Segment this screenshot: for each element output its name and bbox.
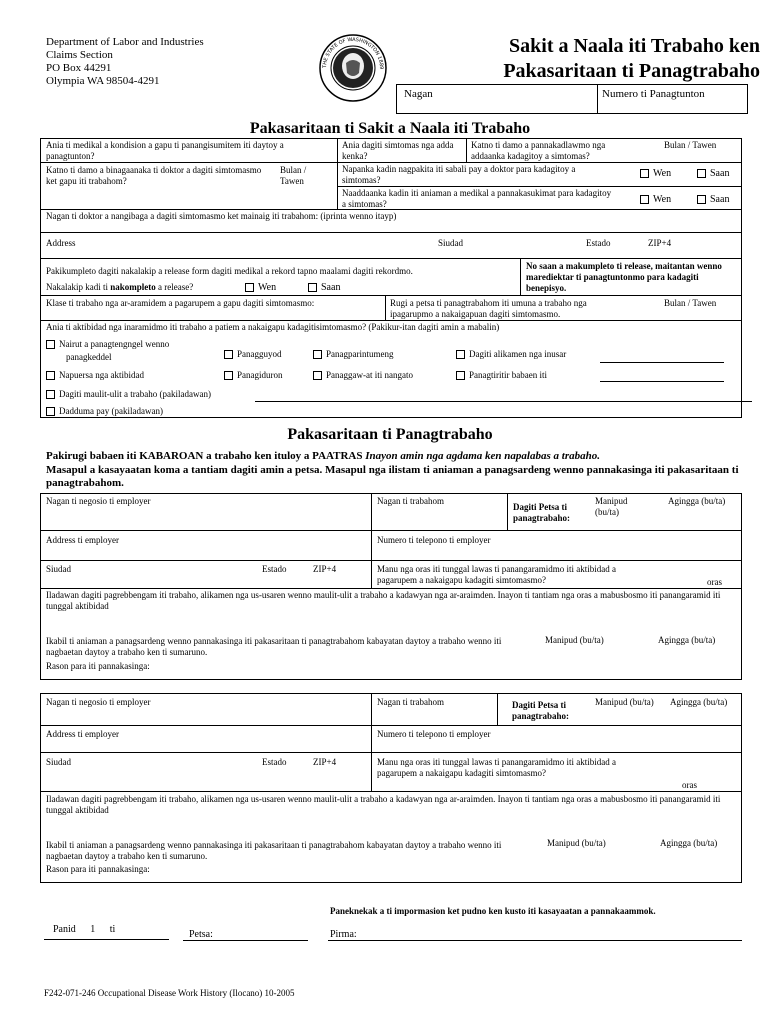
doctor-state-label: Estado [586,238,611,248]
activity-label: Nairut a panagtengngel wenno [59,339,170,349]
employer-2-city-label: Siudad [46,757,72,767]
activity-label: Panagguyod [237,349,282,359]
claim-number-label: Numero ti Panagtunton [602,88,705,100]
form-identifier: F242-071-246 Occupational Disease Work History (Ilocano) 10-2005 [44,988,295,998]
employer-2-dates-label [512,700,569,722]
employer-2-reason-label: Rason para iti pannakasinga: [46,864,150,874]
employer-1-state-label: Estado [262,564,287,574]
employer-1-hours-question: Manu nga oras iti tunggal lawas ti panangaramidmo iti aktibidad a pagarupem a nakaigapu kadagiti simtomasmo? [377,564,616,585]
date-field[interactable] [220,926,306,939]
name-label: Nagan [404,88,433,100]
checkbox-icon [640,195,649,204]
month-year-label-2: Bulan / Tawen [664,298,717,308]
activity-label: Dagiti alikamen nga inusar [469,349,567,359]
checkbox-icon [697,169,706,178]
checkbox-icon [245,283,254,292]
activity-label: Napuersa nga aktibidad [59,370,144,380]
first-noticed-question: Katno ti damo a pannakadlawmo nga addaanka kadagitoy a simtomas? [471,140,606,161]
employer-2-phone-label: Numero ti telepono ti employer [377,729,491,739]
other-doctor-no[interactable] [697,168,729,180]
activity-label: Panagiduron [237,370,283,380]
activity-label: Panaggaw-at iti nangato [326,370,413,380]
no-label: Saan [321,282,341,293]
date-began-question: Rugi a petsa ti panagtrabahom iti umuna a trabaho nga ipagarupmo a nakaigapuan dagiti simtomasmo. [390,298,587,319]
month-year-label: Bulan / Tawen [664,140,717,150]
checkbox-icon [456,350,465,359]
employer-1-reason-label: Rason para iti pannakasinga: [46,661,150,671]
month-year-short: (bu/ta) [595,507,619,517]
release-bold: nakompleto [110,282,156,292]
medical-condition-question: Ania ti medikal a kondision a gapu ti panangisumitem iti daytoy a panagtunton? [46,140,284,161]
checkbox-icon [640,169,649,178]
release-no[interactable] [308,282,340,294]
employer-1-hours-label: oras [707,577,722,587]
yes-label: Wen [653,194,672,205]
no-label: Saan [710,168,730,179]
activity-other[interactable] [46,406,163,417]
checkbox-icon [456,371,465,380]
checkbox-icon [224,350,233,359]
dates-line1: Dagiti Petsa ti [512,700,566,710]
employer-2-address-label: Address ti employer [46,729,119,739]
symptoms-question: Ania dagiti simtomas nga adda kenka? [342,140,454,161]
employer-1-phone-label: Numero ti telepono ti employer [377,535,491,545]
month-label: Bulan / [280,165,307,175]
activity-label: Panagtiritir babaen iti [469,370,547,380]
agency-address [46,36,204,88]
checkbox-icon [313,371,322,380]
form-title-line1: Sakit a Naala iti Trabaho ken [509,35,760,57]
activity-label: Dadduma pay (pakiladawan) [59,406,163,416]
checkbox-icon [46,371,55,380]
yes-label: Wen [653,168,672,179]
signature-field[interactable] [365,924,740,939]
release-prefix: Nakalakip kadi ti [46,282,111,292]
doctor-name-question: Nagan ti doktor a nangibaga a dagiti simtomasmo ket mainaig iti trabahom: (iprinta wenno itayp) [46,211,397,221]
claim-number-field[interactable] [600,100,744,112]
employer-2-state-label: Estado [262,757,287,767]
page-num: 1 [90,924,96,935]
employer-2-name-label: Nagan ti negosio ti employer [46,697,151,707]
month-year-stacked [280,165,306,187]
other-doctor-yes[interactable] [640,168,671,180]
address-line: Olympia WA 98504-4291 [46,75,160,87]
section2-title: Pakasaritaan ti Panagtrabaho [287,426,493,443]
checkbox-icon [46,390,55,399]
dates-line2: panagtrabaho: [513,513,571,523]
activity-repetitive[interactable] [46,389,211,400]
employer-1-from-label [595,496,628,518]
address-line: Department of Labor and Industries [46,36,204,48]
release-warning: No saan a makumpleto ti release, maitantan wenno marediektar ti panagtuntonmo para kadagiti benepisyo. [526,261,722,293]
employer-2-to-label: Agingga (bu/ta) [670,697,728,707]
employer-1-to-label: Agingga (bu/ta) [668,496,726,506]
checkbox-icon [697,195,706,204]
employer-1-address-label: Address ti employer [46,535,119,545]
employer-1-zip-label: ZIP+4 [313,564,337,574]
yes-label: Wen [258,282,277,293]
employer-2-from-label: Manipud (bu/ta) [595,697,654,707]
release-question [46,282,193,293]
section1-title: Pakasaritaan ti Sakit a Naala iti Trabaho [249,120,531,137]
employer-2-hours-label: oras [682,780,697,790]
activity-label: Dagiti maulit-ulit a trabaho (pakiladawan) [59,389,211,399]
medical-care-yes[interactable] [640,194,671,206]
activities-question: Ania ti aktibidad nga inaramidmo iti trabaho a patiem a nakaigapu kadagitisimtomasmo? (Pakikur-itan dagiti amin a mabalin) [46,322,500,332]
address-line: Claims Section [46,49,113,61]
address-line: PO Box 44291 [46,62,112,74]
employer-2-gap-from: Manipud (bu/ta) [547,838,606,848]
release-suffix: a release? [155,282,194,292]
employer-1-dates-label [513,502,570,524]
activity-tools-used[interactable] [456,349,566,360]
checkbox-icon [308,283,317,292]
activity-kneeling[interactable] [313,349,393,360]
state-seal [318,33,388,103]
work-history-instructions [46,450,746,463]
release-yes[interactable] [245,282,276,294]
page-number [53,924,115,936]
activity-forceful[interactable] [46,370,144,381]
employer-1-job-title-label: Nagan ti trabahom [377,496,444,506]
employer-2-zip-label: ZIP+4 [313,757,337,767]
activity-reaching-overhead[interactable] [313,370,413,381]
from-label: Manipud [595,496,628,506]
employer-2-duties-label: Iladawan dagiti pagrebbengam iti trabaho, alikamen nga us-usaren wenno maulit-ulit a trabaho a kadawyan nga ar-araimden. Inayon ti tantiam nga oras a mabusbosmo iti panangaramid iti tunggal aktibidad [46,794,721,815]
employer-1-duties-label: Iladawan dagiti pagrebbengam iti trabaho, alikamen nga us-usaren wenno maulit-ulit a trabaho a kadawyan nga ar-araimden. Inayon ti tantiam nga oras a mabusbosmo iti panangaramid iti tunggal aktibidad [46,590,721,611]
employer-2-hours-question: Manu nga oras iti tunggal lawas ti panangaramidmo iti aktibidad a pagarupem a nakaigapu kadagiti simtomasmo? [377,757,616,778]
form-title-line2: Pakasaritaan ti Panagtrabaho [503,60,760,82]
doctor-address-label: Address [46,238,76,248]
employer-2-gap-question: Ikabil ti aniaman a panagsardeng wenno pannakasinga iti pakasaritaan ti panagtrabahom kabayatan daytoy a trabaho wenno iti nagbaetan daytoy a trabaho ken ti sumaruno. [46,840,502,861]
employer-2-job-title-label: Nagan ti trabahom [377,697,444,707]
employer-1-gap-question: Ikabil ti aniaman a panagsardeng wenno pannakasinga iti pakasaritaan ti panagtrabahom kabayatan daytoy a trabaho wenno iti nagbaetan daytoy a trabaho ken ti sumaruno. [46,636,502,657]
other-doctor-question: Napanka kadin nagpakita iti sabali pay a doktor para kadagitoy a simtomas? [342,164,576,185]
signature-label: Pirma: [330,929,357,940]
activity-pulling[interactable] [224,349,282,360]
activity-pushing[interactable] [224,370,283,381]
employer-2-gap-to: Agingga (bu/ta) [660,838,718,848]
page-label: Panid [53,924,76,935]
employer-1-city-label: Siudad [46,564,72,574]
activity-twisting[interactable] [456,370,547,381]
medical-care-no[interactable] [697,194,729,206]
employer-1-gap-to: Agingga (bu/ta) [658,635,716,645]
release-instruction: Pakikumpleto dagiti nakalakip a release form dagiti medikal a rekord tapno maalami dagiti rekordmo. [46,266,413,276]
checkbox-icon [224,371,233,380]
page-of: ti [109,924,116,935]
dates-line1: Dagiti Petsa ti [513,502,567,512]
instruction-italic: Inayon amin nga agdama ken napalabas a trabaho. [365,450,600,462]
form-title [430,34,760,84]
work-history-instructions-2: Masapul a kasayaatan koma a tantiam dagiti amin a petsa. Masapul nga ilistam ti aniaman a panagsardeng wenno pannakasinga iti pakasaritaan ti panagtrabahom. [46,464,739,489]
certification-statement: Paneknekak a ti impormasion ket pudno ken kusto iti kasayaatan a pannakaammok. [330,906,656,916]
no-label: Saan [710,194,730,205]
name-field[interactable] [400,100,590,112]
checkbox-icon [46,407,55,416]
employer-1-gap-from: Manipud (bu/ta) [545,635,604,645]
doctor-zip-label: ZIP+4 [648,238,672,248]
first-doctor-question: Katno ti damo a binagaanaka ti doktor a dagiti simtomasmo ket gapu iti trabahom? [46,165,262,186]
doctor-city-label: Siudad [438,238,464,248]
checkbox-icon [46,340,55,349]
activity-gripping-line2: panagkeddel [66,352,112,362]
checkbox-icon [313,350,322,359]
medical-care-question: Naaddaanka kadin iti aniaman a medikal a pannakasukimat para kadagitoy a simtomas? [342,188,612,209]
dates-line2: panagtrabaho: [512,711,570,721]
seal-text: THE STATE OF WASHINGTON 1889 [321,36,385,70]
instruction-bold: Pakirugi babaen iti KABAROAN a trabaho ken ituloy a PAATRAS [46,450,363,462]
year-label: Tawen [280,176,304,186]
date-label: Petsa: [189,929,213,940]
employer-1-name-label: Nagan ti negosio ti employer [46,496,151,506]
job-type-question: Klase ti trabaho nga ar-aramidem a pagarupem a gapu dagiti simtomasmo: [46,298,315,308]
activity-label: Panagparintumeng [326,349,394,359]
activity-gripping[interactable] [46,339,169,350]
